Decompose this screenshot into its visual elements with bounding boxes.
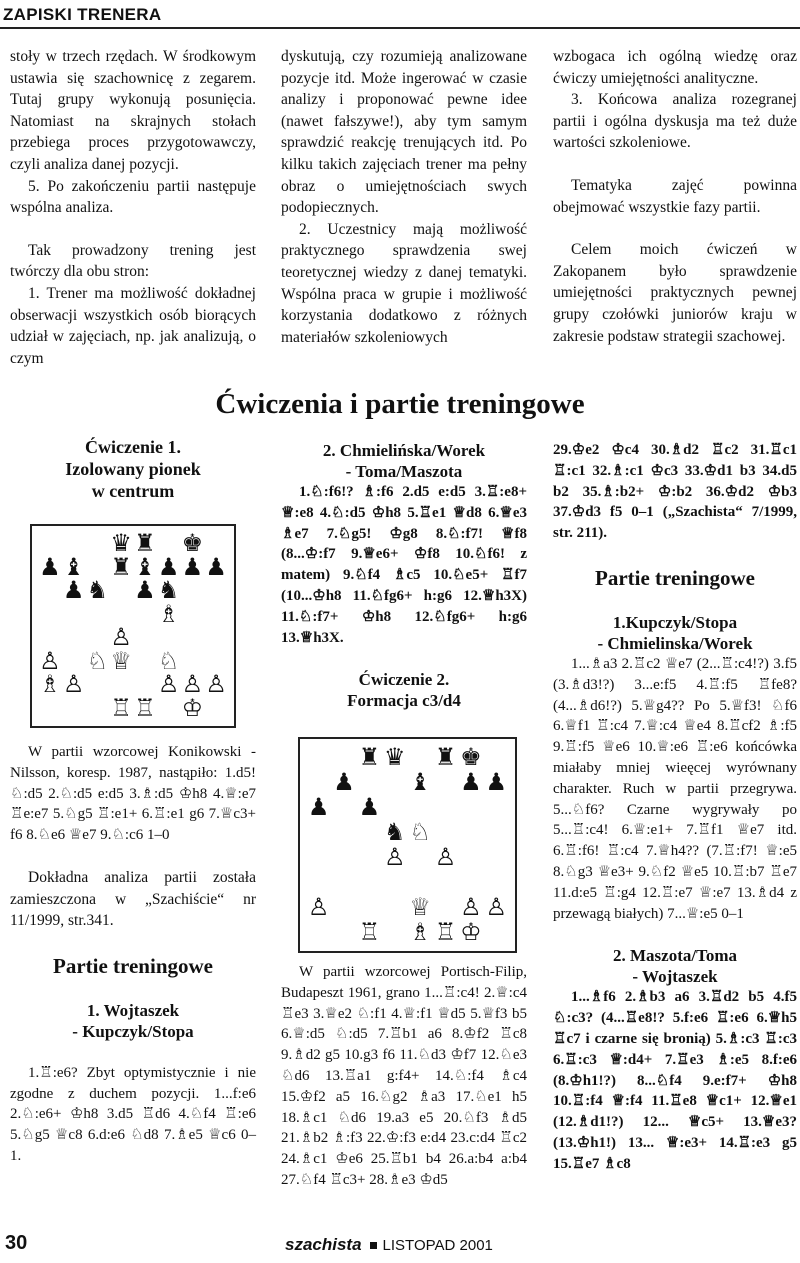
chess-piece: ♘ xyxy=(86,646,109,675)
game-title-line: - Chmielinska/Worek xyxy=(597,633,753,653)
exercise-title-line: Formacja c3/d4 xyxy=(347,691,461,711)
game-moves: 1...♗a3 2.♖c2 ♕e7 (2...♖:c4!?) 3.f5 (3.♗d3!?) 3...e:f5 4.♖:f5 ♖fe8? (4...♗d6!?) 5.♕g4?? Po 5.♕f3! ♘f6 6.♕f1 ♖:c4 7.♕:c4 ♕e4 8.♖cf2 ♗:f5 9.♖:f5 ♕e6 10.♕:e6 ♖:e6 końcówka miałaby mniej wieęcej wyrównany charakter. Ruch w partii przegrywa. 5...♘f6? Czarne wygrywały po 5...♖:c4! 6.♕:e1+ 7.♖f1 ♕e7 itd. 6.♖:f6! ♖:c4 7.♕h4?? (7.♖:f7! ♕:e5 8.♘g3 ♕e3+ 9.♘f2 ♕e5 10.♖:b7 ♖e7 11.d:e5 ♖:g4 12.♖:e7 ♕:e7 13.♗d4 z przewagą białych) 7...♕:e5 0–1 xyxy=(553,655,797,922)
chess-piece: ♖ xyxy=(110,693,132,722)
exercise-1-title xyxy=(10,436,256,502)
chess-piece: ♝ xyxy=(134,552,156,581)
column-2-top xyxy=(281,46,527,348)
game-moves: 29.♔e2 ♔c4 30.♗d2 ♖c2 31.♖c1 ♖:c1 32.♗:c1 ♔c3 33.♔d1 b3 34.d5 b2 35.♗:b2+ ♔:b2 36.♔d2 ♔b3 37.♔d3 f5 0–1 („Szachista“ 7/1999, str. 211). xyxy=(553,442,797,542)
game-title xyxy=(553,945,797,987)
game-moves: 1.♘:f6!? ♗:f6 2.d5 e:d5 3.♖:e8+ ♕:e8 4.♘:d5 ♔h8 5.♖e1 ♕d8 6.♕e3 ♗e7 7.♘g5! ♔g8 8.♘:f7! ♕f8 (8...♔:f7 9.♕e6+ ♔f8 10.♘f6! z matem) 9.♘f4 ♗c5 10.♘e5+ ♖f7 (10...♔h8 11.♘fg6+ h:g6 12.♕h3X) 11.♘:f7+ ♔h8 12.♘fg6+ h:g6 13.♕h3X. xyxy=(281,484,527,646)
exercise-title-line: Ćwiczenie 2. xyxy=(358,670,450,690)
chess-piece: ♟ xyxy=(307,793,330,821)
paragraph: W partii wzorcowej Portisch-Filip, Budapeszt 1961, grano 1...♖:c4! 2.♕:c4 ♖e3 3.♕e2 ♘:f1 4.♕:f1 ♕d5 5.♕f3 b5 6.♕:d5 ♘:d5 7.♖b1 a6 8.♔f2 ♖c8 9.♗d2 g5 10.g3 f6 11.♘d3 ♔f7 12.♘e3 ♘d6 13.♖a1 g:f4+ 14.♘:f4 ♗c4 15.♔f2 a5 16.♘g2 ♗a3 17.♘e1 h5 18.♗c1 ♘d6 19.a3 e5 20.♘f3 ♗d5 21.♗b2 ♗:f3 22.♔:f3 e:d4 23.c:d4 ♖c2 24.♗c1 ♔e6 25.♖b1 b4 26.a:b4 a:b4 27.♘f4 ♖c3+ 28.♗e3 ♔d5 xyxy=(281,964,527,1188)
paragraph: Tematyka zajęć powinna obejmować wszystkie fazy partii. xyxy=(553,176,797,216)
paragraph: wzbogaca ich ogólną wiedzę oraz ćwiczy umiejętności analityczne. xyxy=(553,48,797,87)
chess-piece: ♞ xyxy=(384,818,406,846)
chess-piece: ♜ xyxy=(110,552,132,581)
chess-piece: ♖ xyxy=(358,918,381,946)
chess-piece: ♟ xyxy=(333,768,355,796)
page-footer xyxy=(0,1228,800,1263)
header-rule xyxy=(0,27,800,29)
paragraph: Celem moich ćwiczeń w Zakopanem było sprawdzenie umiejętności praktycznych pewnej grupy czołówki juniorów kraju w zakresie podstaw strategii szachowej. xyxy=(553,241,797,345)
paragraph: dyskutują, czy rozumieją analizowane pozycje itd. Może ingerować w czasie analizy i proponować pewne idee (nawet fałszywe!), aby tym samym sprawdzić reakcję trenujących itd. Po kilku takich zajęciach trener ma pełny obraz o umiejętnościach swych podopiecznych. xyxy=(281,48,527,217)
column-1-lower-text xyxy=(10,742,256,1167)
game-title-line: - Toma/Maszota xyxy=(345,462,463,481)
chess-piece: ♟ xyxy=(358,793,381,821)
paragraph: Tak prowadzony trening jest twórczy dla obu stron: xyxy=(10,241,256,281)
chess-piece: ♝ xyxy=(409,768,431,796)
column-1-lower xyxy=(10,436,256,502)
chess-piece: ♛ xyxy=(110,529,132,557)
chess-piece: ♜ xyxy=(434,743,457,771)
chess-piece: ♘ xyxy=(157,646,180,675)
column-2-lower-text xyxy=(281,962,527,1191)
chess-piece: ♙ xyxy=(384,843,406,871)
chess-piece: ♟ xyxy=(62,576,85,604)
game-title-line: 1. Wojtaszek xyxy=(86,1000,180,1020)
magazine-name: szachista xyxy=(285,1235,362,1254)
exercise-title-line: w centrum xyxy=(91,481,175,501)
game-moves: 1.♖:e6? Zbyt optymistycznie i nie zgodne z duchem pozycji. 1...f:e6 2.♘:e6+ ♔h8 3.d5 ♖d6 4.♘f4 ♖:e6 5.♘g5 ♕c8 6.d:e6 ♘d8 7.♗e5 ♕c6 0–1. xyxy=(10,1064,256,1164)
chess-piece: ♟ xyxy=(485,768,508,796)
chess-piece: ♜ xyxy=(358,743,381,771)
column-2-lower xyxy=(281,440,527,711)
game-title-line: 2. Chmielińska/Worek xyxy=(322,441,486,460)
game-title xyxy=(10,1000,256,1042)
game-title xyxy=(281,440,527,482)
page-number: 30 xyxy=(5,1232,28,1254)
chess-piece: ♛ xyxy=(384,743,406,771)
publication-line xyxy=(285,1235,493,1255)
chess-piece: ♟ xyxy=(205,552,227,581)
paragraph: 3. Końcowa analiza rozegranej partii i ogólna dyskusja ma też duże wartości szkoleniowe. xyxy=(553,91,797,152)
chess-piece: ♗ xyxy=(39,670,61,698)
chess-piece: ♙ xyxy=(307,893,330,921)
paragraph: W partii wzorcowej Konikowski - Nilsson, koresp. 1987, nastąpiło: 1.d5! ♘:d5 2.♘:d5 e:d5 3.♗:d5 ♔h8 4.♕:e7 ♖e:e7 5.♘g5 ♖:e1+ 6.♖:e1 g6 7.♕c3+ f6 8.♘e6 ♕e7 9.♘:c6 1–0 xyxy=(10,744,256,844)
column-1-top xyxy=(10,46,256,369)
chess-piece: ♟ xyxy=(181,552,204,581)
chess-piece: ♜ xyxy=(134,529,156,557)
chess-piece: ♙ xyxy=(62,670,85,698)
game-title-line: - Kupczyk/Stopa xyxy=(72,1021,194,1041)
chess-piece: ♟ xyxy=(460,768,482,796)
section-header-title: ZAPISKI TRENERA xyxy=(3,5,162,24)
chess-diagram-1 xyxy=(30,524,236,728)
paragraph: 1. Trener ma możliwość dokładnej obserwacji wszystkich osób biorących udział w zajęciach, np. jak analizują, o czym xyxy=(10,284,256,367)
chess-piece: ♙ xyxy=(157,670,180,698)
game-title-line: - Wojtaszek xyxy=(632,967,718,987)
chess-piece: ♙ xyxy=(110,623,132,651)
chess-piece: ♚ xyxy=(181,529,204,557)
chess-piece: ♔ xyxy=(181,693,204,722)
chess-piece: ♞ xyxy=(157,576,180,604)
chess-piece: ♔ xyxy=(460,918,482,946)
chess-piece: ♙ xyxy=(434,843,457,871)
chess-piece: ♙ xyxy=(485,893,508,921)
chess-piece: ♕ xyxy=(110,646,132,675)
subsection-title: Partie treningowe xyxy=(595,565,755,590)
chess-piece: ♙ xyxy=(181,670,204,698)
chess-piece: ♟ xyxy=(157,552,180,581)
section-title: Ćwiczenia i partie treningowe xyxy=(215,388,585,420)
game-title xyxy=(553,612,797,654)
column-3-top xyxy=(553,46,797,347)
game-title-line: 1.Kupczyk/Stopa xyxy=(612,612,738,632)
chess-piece: ♖ xyxy=(134,693,156,722)
chess-piece: ♘ xyxy=(409,818,431,846)
chess-piece: ♙ xyxy=(205,670,227,698)
chess-piece: ♞ xyxy=(86,576,109,604)
paragraph: 2. Uczestnicy mają możliwość praktycznego sprawdzenia swej teoretycznej wiedzy z danej tematyki. Wspólna praca w grupie i możliwość korzystania dodatkowo z różnych materiałów szkoleniowych xyxy=(281,220,527,346)
column-3-lower xyxy=(553,440,797,1175)
chess-piece: ♚ xyxy=(460,743,482,771)
paragraph: Dokładna analiza partii została zamieszczona w „Szachiście“ nr 11/1999, str.341. xyxy=(10,868,256,930)
chess-piece: ♗ xyxy=(409,918,431,946)
separator-square xyxy=(370,1242,377,1249)
paragraph: stoły w trzech rzędach. W środkowym ustawia się szachownicę z zegarem. Tutaj grupy wykonują posunięcia. Natomiast na skrajnych stołach przebiega proces przygotowawczy, czyli analiza danej pozycji. xyxy=(10,48,256,173)
exercise-title-line: Ćwiczenie 1. xyxy=(85,437,181,457)
game-moves: 1...♗f6 2.♗b3 a6 3.♖d2 b5 4.f5 ♘:c3? (4...♖e8!? 5.f:e6 ♖:e6 6.♕h5 ♖c7 i czarne się bronią) 5.♗:c3 ♖:c3 6.♖:c3 ♕:d4+ 7.♖e3 ♗:e5 8.f:e6 (8.♔h1!?) 8...♘f4 9.e:f7+ ♔h8 10.♖:f4 ♕:f4 11.♖e8 ♕c1+ 12.♕e1 (12.♗d1!?) 12... ♕c5+ 13.♕e3? (13.♔h1!) 13... ♕:e3+ 14.♖:e3 g5 15.♖e7 ♗c8 xyxy=(553,989,797,1172)
issue-date: LISTOPAD 2001 xyxy=(382,1237,493,1254)
chess-piece: ♙ xyxy=(460,893,482,921)
chess-diagram-2 xyxy=(298,737,517,953)
chess-piece: ♗ xyxy=(157,599,180,628)
game-title-line: 2. Maszota/Toma xyxy=(612,946,738,966)
chess-piece: ♟ xyxy=(134,576,156,604)
paragraph: 5. Po zakończeniu partii następuje wspólna analiza. xyxy=(10,177,256,217)
chess-piece: ♖ xyxy=(434,918,457,946)
exercise-title-line: Izolowany pionek xyxy=(65,459,201,479)
chess-piece: ♙ xyxy=(39,646,61,675)
chess-piece: ♝ xyxy=(62,552,85,581)
exercise-2-title xyxy=(281,669,527,711)
chess-piece: ♟ xyxy=(39,552,61,581)
chess-piece: ♕ xyxy=(409,893,431,921)
page-header xyxy=(0,0,800,30)
subsection-title: Partie treningowe xyxy=(53,953,213,978)
